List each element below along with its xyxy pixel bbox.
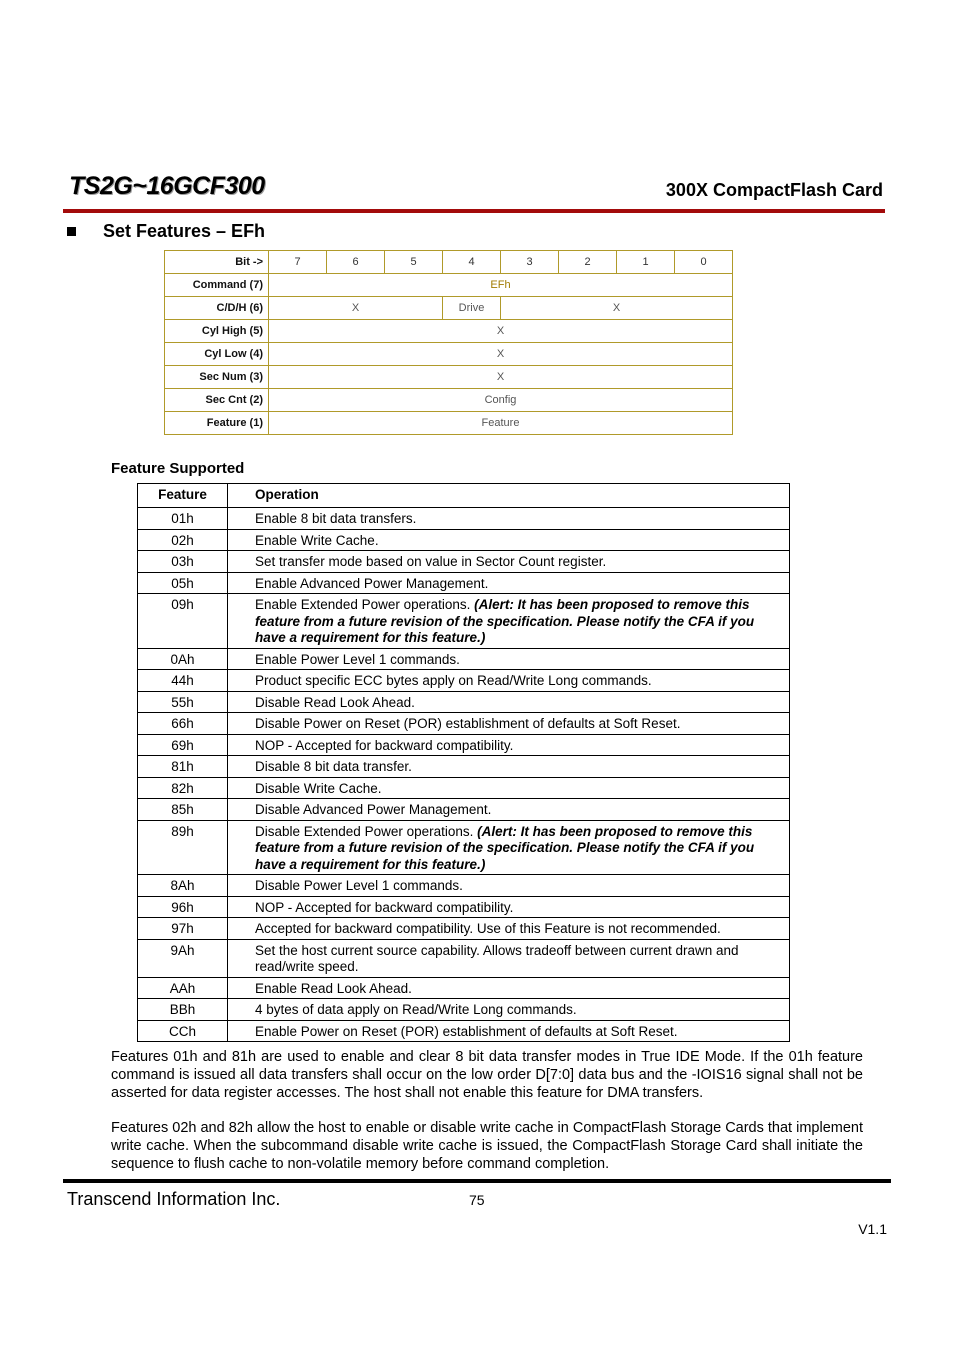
feature-operation (228, 713, 790, 735)
feature-code: 82h (138, 777, 228, 799)
feature-operation (228, 999, 790, 1021)
feature-operation-text: Set transfer mode based on value in Sector Count register. (255, 554, 607, 569)
column-header-feature: Feature (138, 484, 228, 508)
feature-operation (228, 896, 790, 918)
feature-operation-text: Disable 8 bit data transfer. (255, 759, 412, 774)
feature-code: AAh (138, 977, 228, 999)
register-value: Feature (269, 412, 733, 435)
register-value: X (269, 297, 443, 320)
feature-operation (228, 799, 790, 821)
table-row (138, 734, 790, 756)
document-model-title: TS2G~16GCF300 (69, 172, 265, 200)
table-row (138, 939, 790, 977)
page-number: 75 (469, 1192, 485, 1208)
feature-operation-text: Disable Read Look Ahead. (255, 694, 415, 710)
feature-code: 66h (138, 713, 228, 735)
feature-operation-text: Disable Extended Power operations. (255, 823, 478, 839)
feature-operation-text: 4 bytes of data apply on Read/Write Long commands. (255, 1002, 577, 1017)
footer-company: Transcend Information Inc. (67, 1189, 281, 1209)
table-row (138, 713, 790, 735)
table-row (138, 820, 790, 875)
feature-code: 0Ah (138, 648, 228, 670)
header-rule (63, 209, 885, 213)
feature-operation (228, 670, 790, 692)
register-row (165, 389, 733, 412)
paragraph-8bit-transfer: Features 01h and 81h are used to enable and clear 8 bit data transfer modes in True IDE Mode. If the 01h feature command is issued all data transfers shall occur on the low order D[7:0] data bus and the -IOIS16 signal shall not be asserted for data register accesses. The host shall not enable this feature for DMA transfers. (111, 1049, 863, 1101)
table-row (138, 777, 790, 799)
register-label: Sec Num (3) (165, 366, 269, 389)
feature-code: 09h (138, 594, 228, 649)
table-row (138, 670, 790, 692)
feature-table-body (138, 508, 790, 1042)
bit-label: Bit -> (165, 251, 269, 274)
feature-operation-text: Enable Power on Reset (POR) establishment of defaults at Soft Reset. (255, 1023, 678, 1039)
bit-cell: 7 (269, 251, 327, 274)
feature-operation (228, 508, 790, 530)
feature-operation (228, 875, 790, 897)
register-label: C/D/H (6) (165, 297, 269, 320)
feature-code: 8Ah (138, 875, 228, 897)
register-label: Cyl Low (4) (165, 343, 269, 366)
register-table (164, 250, 733, 435)
feature-table (137, 483, 790, 1042)
register-row (165, 274, 733, 297)
bit-cell: 1 (617, 251, 675, 274)
register-value-drive: Drive (443, 297, 501, 320)
feature-operation (228, 551, 790, 573)
feature-operation (228, 648, 790, 670)
deprecation-alert: (Alert: It has been proposed to remove this feature from a future revision of the specification. Please notify the CFA if you have a requirement for this feature.) (255, 823, 755, 872)
feature-operation (228, 529, 790, 551)
bit-cell: 3 (501, 251, 559, 274)
register-row (165, 412, 733, 435)
register-bit-row (165, 251, 733, 274)
table-row (138, 551, 790, 573)
column-header-operation: Operation (228, 484, 790, 508)
feature-operation-text: NOP - Accepted for backward compatibility. (255, 737, 514, 753)
table-row (138, 508, 790, 530)
feature-code: 9Ah (138, 939, 228, 977)
bit-cell: 5 (385, 251, 443, 274)
feature-operation-text: Enable Power Level 1 commands. (255, 651, 460, 667)
bit-cell: 6 (327, 251, 385, 274)
register-value: X (269, 320, 733, 343)
table-row (138, 594, 790, 649)
feature-code: CCh (138, 1020, 228, 1042)
feature-operation (228, 572, 790, 594)
feature-code: 03h (138, 551, 228, 573)
deprecation-alert: (Alert: It has been proposed to remove this feature from a future revision of the specification. Please notify the CFA if you have a requirement for this feature.) (255, 597, 755, 645)
feature-code: 44h (138, 670, 228, 692)
feature-code: 69h (138, 734, 228, 756)
feature-operation-text: Set the host current source capability. Allows tradeoff between current drawn and read/write speed. (255, 942, 739, 974)
feature-operation-text: Enable Advanced Power Management. (255, 575, 489, 591)
feature-operation (228, 977, 790, 999)
feature-operation (228, 939, 790, 977)
feature-operation (228, 918, 790, 940)
feature-code: 89h (138, 820, 228, 875)
table-row (138, 1020, 790, 1042)
feature-table-header (138, 484, 790, 508)
feature-code: 96h (138, 896, 228, 918)
register-value: EFh (269, 274, 733, 297)
register-row (165, 366, 733, 389)
product-name: 300X CompactFlash Card (665, 180, 883, 200)
feature-operation-text: Enable 8 bit data transfers. (255, 511, 417, 526)
table-row (138, 648, 790, 670)
table-row (138, 875, 790, 897)
feature-code: 85h (138, 799, 228, 821)
feature-operation-text: Product specific ECC bytes apply on Read/Write Long commands. (255, 673, 652, 688)
document-version: V1.1 (858, 1221, 887, 1237)
feature-operation-text: Accepted for backward compatibility. Use of this Feature is not recommended. (255, 921, 721, 936)
feature-operation-text: Disable Advanced Power Management. (255, 802, 492, 817)
feature-code: 01h (138, 508, 228, 530)
feature-operation-text: Enable Read Look Ahead. (255, 980, 412, 996)
register-row (165, 297, 733, 320)
table-row (138, 529, 790, 551)
feature-code: BBh (138, 999, 228, 1021)
feature-supported-heading: Feature Supported (111, 460, 245, 477)
table-row (138, 756, 790, 778)
feature-operation-text: NOP - Accepted for backward compatibility. (255, 899, 514, 915)
feature-operation-text: Enable Write Cache. (255, 532, 379, 548)
section-title: Set Features – EFh (103, 221, 266, 241)
table-row (138, 799, 790, 821)
bit-cell: 0 (675, 251, 733, 274)
feature-operation (228, 756, 790, 778)
register-row (165, 343, 733, 366)
paragraph-write-cache: Features 02h and 82h allow the host to enable or disable write cache in CompactFlash Storage Cards that implement write cache. When the subcommand disable write cache is issued, the CompactFlash Storage Card shall initiate the sequence to flush cache to non-volatile memory before command completion. (111, 1120, 864, 1172)
feature-operation-text: Disable Write Cache. (255, 780, 382, 796)
bit-cell: 2 (559, 251, 617, 274)
table-row (138, 999, 790, 1021)
feature-operation (228, 820, 790, 875)
table-row (138, 691, 790, 713)
register-value: X (501, 297, 733, 320)
register-label: Feature (1) (165, 412, 269, 435)
feature-operation-text: Disable Power on Reset (POR) establishment of defaults at Soft Reset. (255, 716, 681, 731)
register-row (165, 320, 733, 343)
bit-cell: 4 (443, 251, 501, 274)
table-row (138, 918, 790, 940)
footer-rule (63, 1179, 891, 1183)
feature-operation (228, 691, 790, 713)
register-value: Config (269, 389, 733, 412)
feature-operation (228, 594, 790, 649)
feature-operation (228, 777, 790, 799)
feature-code: 81h (138, 756, 228, 778)
feature-code: 97h (138, 918, 228, 940)
register-label: Cyl High (5) (165, 320, 269, 343)
table-row (138, 572, 790, 594)
register-label: Command (7) (165, 274, 269, 297)
feature-operation (228, 734, 790, 756)
feature-operation (228, 1020, 790, 1042)
table-row (138, 977, 790, 999)
feature-code: 02h (138, 529, 228, 551)
table-row (138, 896, 790, 918)
feature-operation-text: Disable Power Level 1 commands. (255, 878, 463, 893)
register-label: Sec Cnt (2) (165, 389, 269, 412)
feature-code: 05h (138, 572, 228, 594)
feature-operation-text: Enable Extended Power operations. (255, 597, 475, 612)
register-value: X (269, 366, 733, 389)
register-value: X (269, 343, 733, 366)
feature-code: 55h (138, 691, 228, 713)
square-bullet-icon (67, 227, 76, 236)
